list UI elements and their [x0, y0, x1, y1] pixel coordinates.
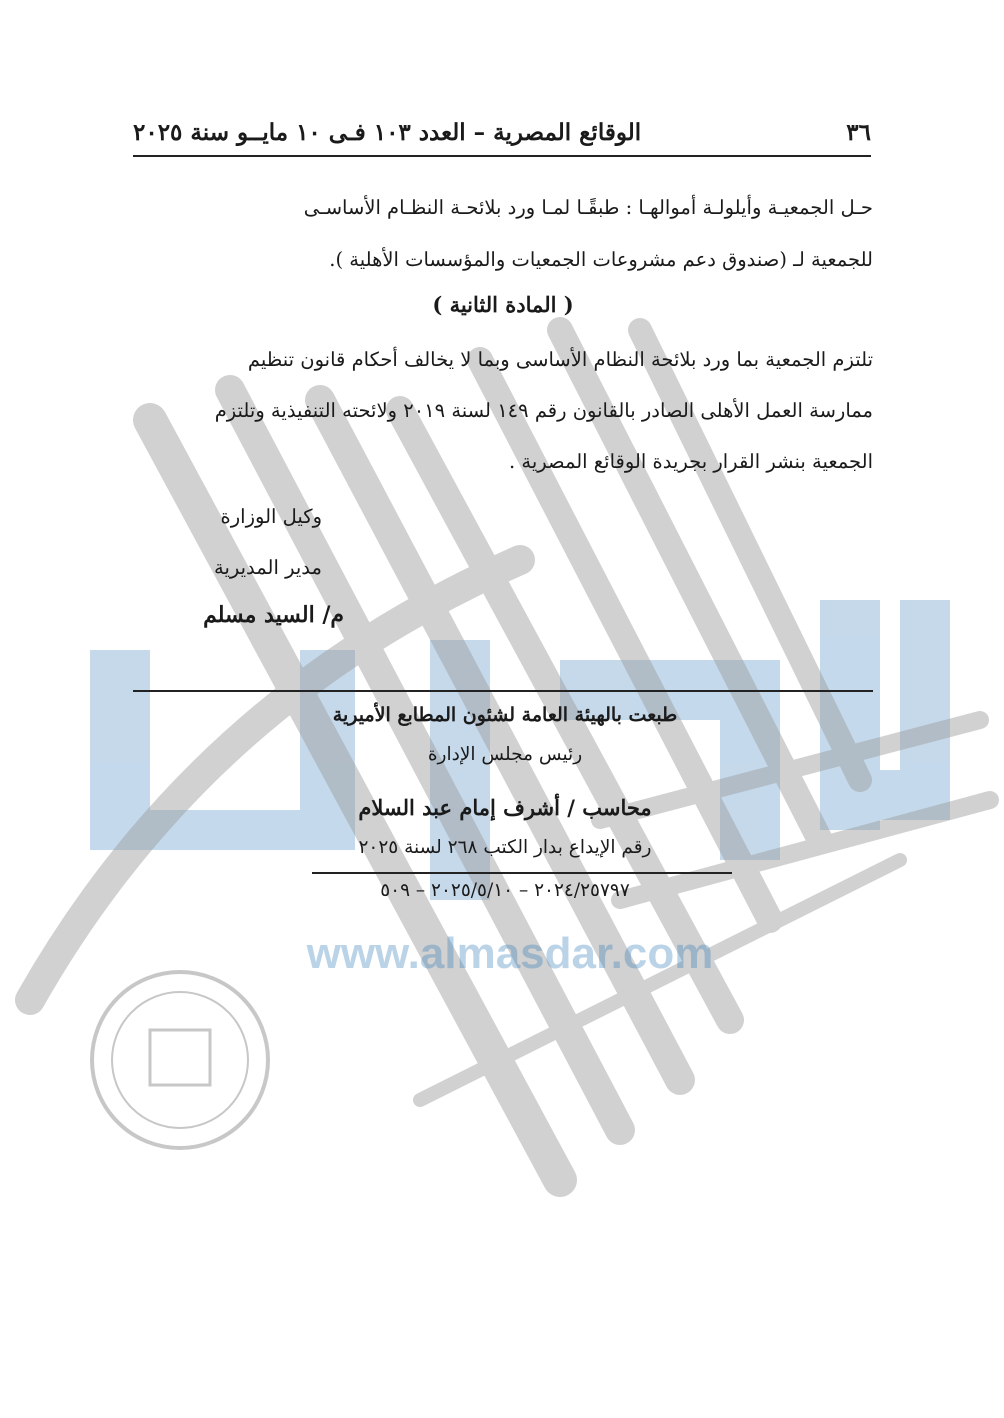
intro-line-2: للجمعية لـ (صندوق دعم مشروعات الجمعيات والمؤسسات الأهلية ).: [329, 248, 873, 271]
article-line-3: الجمعية بنشر القرار بجريدة الوقائع المصرية .: [509, 450, 873, 473]
footer-divider-short: [312, 872, 732, 874]
signature-title-1: وكيل الوزارة: [220, 505, 322, 528]
watermark-url: www.almasdar.com: [306, 929, 714, 978]
article-heading: ( المادة الثانية ): [432, 292, 574, 317]
chairman-title: رئيس مجلس الإدارة: [427, 744, 583, 765]
page-header: [133, 112, 871, 152]
header-divider: [133, 155, 871, 157]
footer-divider: [133, 690, 873, 692]
signature-name: م/ السيد مسلم: [203, 602, 344, 628]
signature-title-2: مدير المديرية: [213, 556, 322, 579]
deposit-number: رقم الإيداع بدار الكتب ٢٦٨ لسنة ٢٠٢٥: [358, 837, 652, 858]
page-number: ٣٦: [846, 118, 871, 146]
watermark-seal: [92, 972, 268, 1148]
article-line-2: ممارسة العمل الأهلى الصادر بالقانون رقم ١٤٩ لسنة ٢٠١٩ ولائحته التنفيذية وتلتزم: [214, 399, 873, 422]
chairman-name: محاسب / أشرف إمام عبد السلام: [358, 795, 652, 820]
issue-info: الوقائع المصرية – العدد ١٠٣ فـى ١٠ مايــو سنة ٢٠٢٥: [133, 118, 642, 146]
intro-line-1: حـل الجمعيـة وأيلولـة أموالهـا : طبقًـا لمـا ورد بلائحـة النظـام الأساسـى: [303, 196, 873, 219]
article-line-1: تلتزم الجمعية بما ورد بلائحة النظام الأساسى وبما لا يخالف أحكام قانون تنظيم: [247, 348, 873, 371]
printer-credit: طبعت بالهيئة العامة لشئون المطابع الأميرية: [332, 704, 678, 726]
print-code: ٢٠٢٤/٢٥٧٩٧ – ٢٠٢٥/٥/١٠ – ٥٠٩: [380, 880, 630, 901]
